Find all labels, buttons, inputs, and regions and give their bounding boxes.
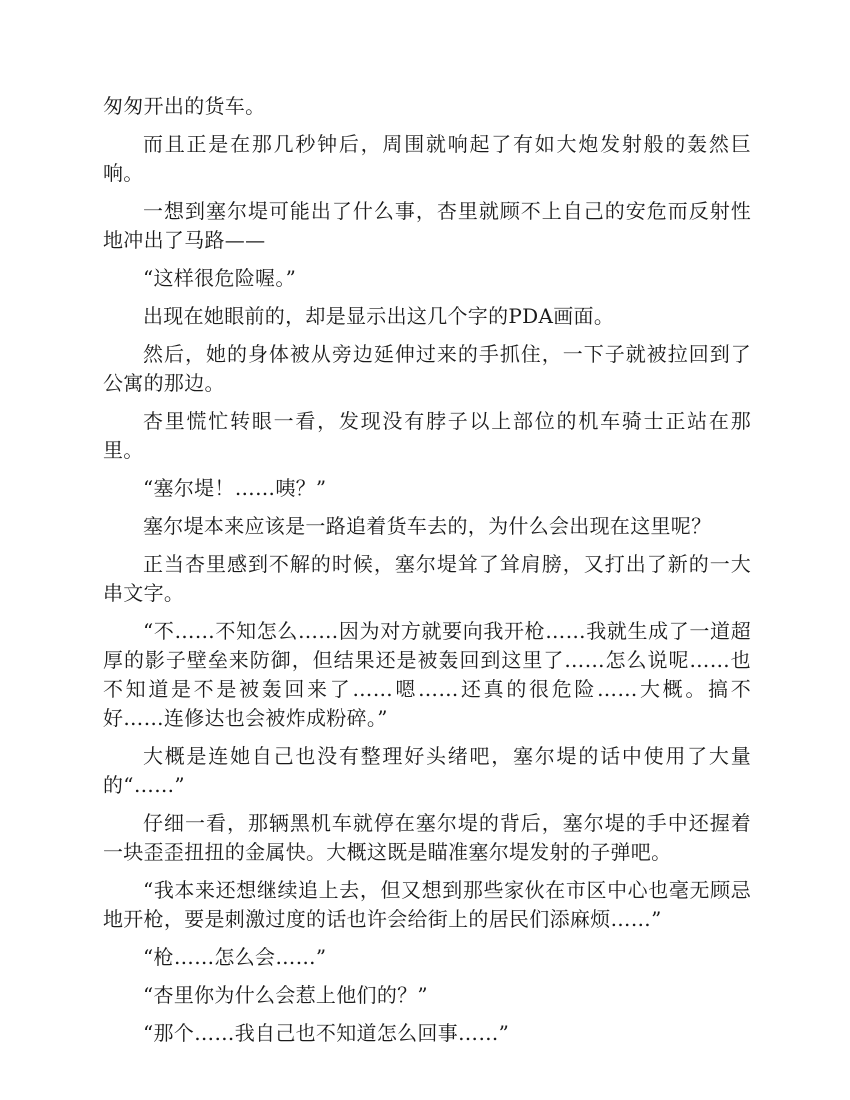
paragraph: “枪……怎么会……” <box>143 945 327 969</box>
paragraph: “塞尔堤！……咦？” <box>143 476 327 500</box>
paragraph: 正当杏里感到不解的时候，塞尔堤耸了耸肩膀，又打出了新的一大串文字。 <box>103 552 751 605</box>
paragraph: 匆匆开出的货车。 <box>103 94 266 118</box>
paragraph: “我本来还想继续追上去，但又想到那些家伙在市区中心也毫无顾忌地开枪，要是刺激过度的话也许会给街上的居民们添麻烦……” <box>103 878 751 931</box>
paragraph: “那个……我自己也不知道怎么回事……” <box>143 1021 510 1045</box>
paragraph: “杏里你为什么会惹上他们的？” <box>143 983 428 1007</box>
paragraph: 大概是连她自己也没有整理好头绪吧，塞尔堤的话中使用了大量的“……” <box>103 744 751 797</box>
paragraph: 杏里慌忙转眼一看，发现没有脖子以上部位的机车骑士正站在那里。 <box>103 409 751 462</box>
document-page <box>103 92 751 1057</box>
paragraph: 仔细一看，那辆黑机车就停在塞尔堤的背后，塞尔堤的手中还握着一块歪歪扭扭的金属快。大概这既是瞄准塞尔堤发射的子弹吧。 <box>103 811 751 864</box>
paragraph: 出现在她眼前的，却是显示出这几个字的PDA画面。 <box>143 304 615 328</box>
paragraph: 然后，她的身体被从旁边延伸过来的手抓住，一下子就被拉回到了公寓的那边。 <box>103 342 751 395</box>
paragraph: “不……不知怎么……因为对方就要向我开枪……我就生成了一道超厚的影子壁垒来防御，但结果还是被轰回到这里了……怎么说呢……也不知道是不是被轰回来了……嗯……还真的很危险……大概。搞不好……连修达也会被炸成粉碎。” <box>103 619 751 730</box>
paragraph: 塞尔堤本来应该是一路追着货车去的，为什么会出现在这里呢？ <box>143 514 712 538</box>
paragraph: 一想到塞尔堤可能出了什么事，杏里就顾不上自己的安危而反射性地冲出了马路—— <box>103 199 751 252</box>
paragraph: 而且正是在那几秒钟后，周围就响起了有如大炮发射般的轰然巨响。 <box>103 132 751 185</box>
paragraph: “这样很危险喔。” <box>143 266 297 290</box>
